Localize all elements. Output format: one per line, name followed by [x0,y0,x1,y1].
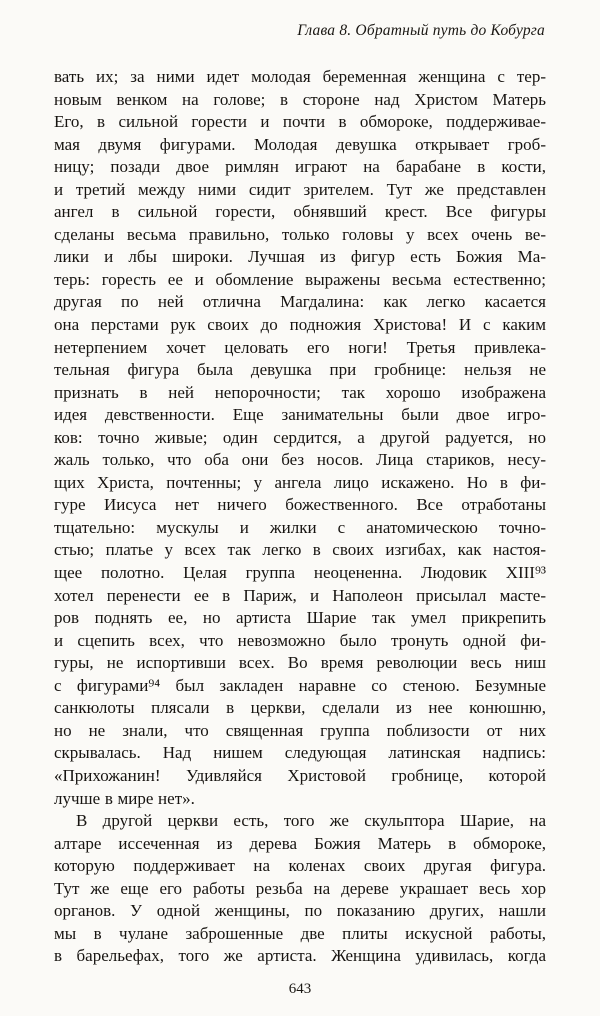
text-line: гуре Иисуса нет ничего божественного. Все отработаны [54,495,546,515]
text-line: хотел перенести ее в Париж, и Наполеон присылал масте- [54,585,546,605]
text-line: щих Христа, почтенны; у ангела лицо искажено. Но в фи- [54,472,546,492]
text-line: и сцепить всех, что невозможно было тронуть одной фи- [54,630,546,650]
text-line: лики и лбы широки. Лучшая из фигур есть Божия Ма- [54,247,546,267]
text-line: щее полотно. Целая группа неоцененна. Людовик XIII⁹³ [54,563,546,583]
page-number: 643 [288,981,312,997]
text-line: стью; платье у всех так легко в своих изгибах, как настоя- [54,540,546,560]
paragraph-2 [54,810,546,968]
text-line: скрывалась. Над нишем следующая латинская надпись: [54,743,546,763]
text-line: и третий между ними сидит зрителем. Тут же представлен [54,179,546,199]
text-line: ангел в сильной горести, обнявший крест. Все фигуры [54,202,546,222]
text-line: гуры, не испортивши всех. Во время революции весь ниш [54,653,546,673]
text-line: сделаны весьма правильно, только головы у всех очень ве- [54,224,546,244]
text-line: санкюлоты плясали в церкви, сделали из нее конюшню, [54,698,546,718]
text-line: мая двумя фигурами. Молодая девушка открывает гроб- [54,134,546,154]
text-line: новым венком на голове; в стороне над Христом Матерь [54,89,546,109]
text-line: идея девственности. Еще занимательны были двое игро- [54,405,546,425]
text-line: органов. У одной женщины, по показанию других, нашли [54,901,546,921]
text-line: ницу; позади двое римлян играют на барабане в кости, [54,157,546,177]
text-line: тельная фигура была девушка при гробнице: нельзя не [54,360,546,380]
text-line: «Прихожанин! Удивляйся Христовой гробнице, которой [54,765,546,785]
text-line: в барельефах, того же артиста. Женщина удивилась, когда [54,946,546,966]
text-line: тщательно: мускулы и жилки с анатомическою точно- [54,517,546,537]
text-line: которую поддерживает на коленах своих другая фигура. [54,856,546,876]
text-line: Его, в сильной горести и почти в обмороке, поддерживае- [54,112,546,132]
text-line: но не знали, что священная группа поблизости от них [54,720,546,740]
text-line: она перстами рук своих до подножия Христова! И с каким [54,315,546,335]
text-line: признать в ней непорочности; так хорошо изображена [54,382,546,402]
text-line: В другой церкви есть, того же скульптора Шарие, на [76,811,546,831]
running-header: Глава 8. Обратный путь до Кобурга [297,22,545,39]
text-line: лучше в мире нет». [54,788,195,808]
text-line: алтаре иссеченная из дерева Божия Матерь в обмороке, [54,833,546,853]
text-line: вать их; за ними идет молодая беременная женщина с тер- [54,67,546,86]
paragraph-1 [54,66,546,810]
text-line: ров поднять ее, но артиста Шарие так умел прикрепить [54,608,546,628]
text-line: Тут же еще его работы резьба на дереве украшает весь хор [54,878,546,898]
text-line: ков: точно живые; один сердится, а другой радуется, но [54,427,546,447]
text-line: жаль только, что оба они без носов. Лица стариков, несу- [54,450,546,470]
text-line: с фигурами⁹⁴ был закладен наравне со стеною. Безумные [54,675,546,695]
text-line: нетерпением хочет целовать его ноги! Третья привлека- [54,337,546,357]
text-line: терь: горесть ее и обомление выражены весьма естественно; [54,269,546,289]
text-line: другая по ней отлична Магдалина: как легко касается [54,292,546,312]
body-text [54,66,546,968]
text-line: мы в чулане заброшенные две плиты искусной работы, [54,923,546,943]
